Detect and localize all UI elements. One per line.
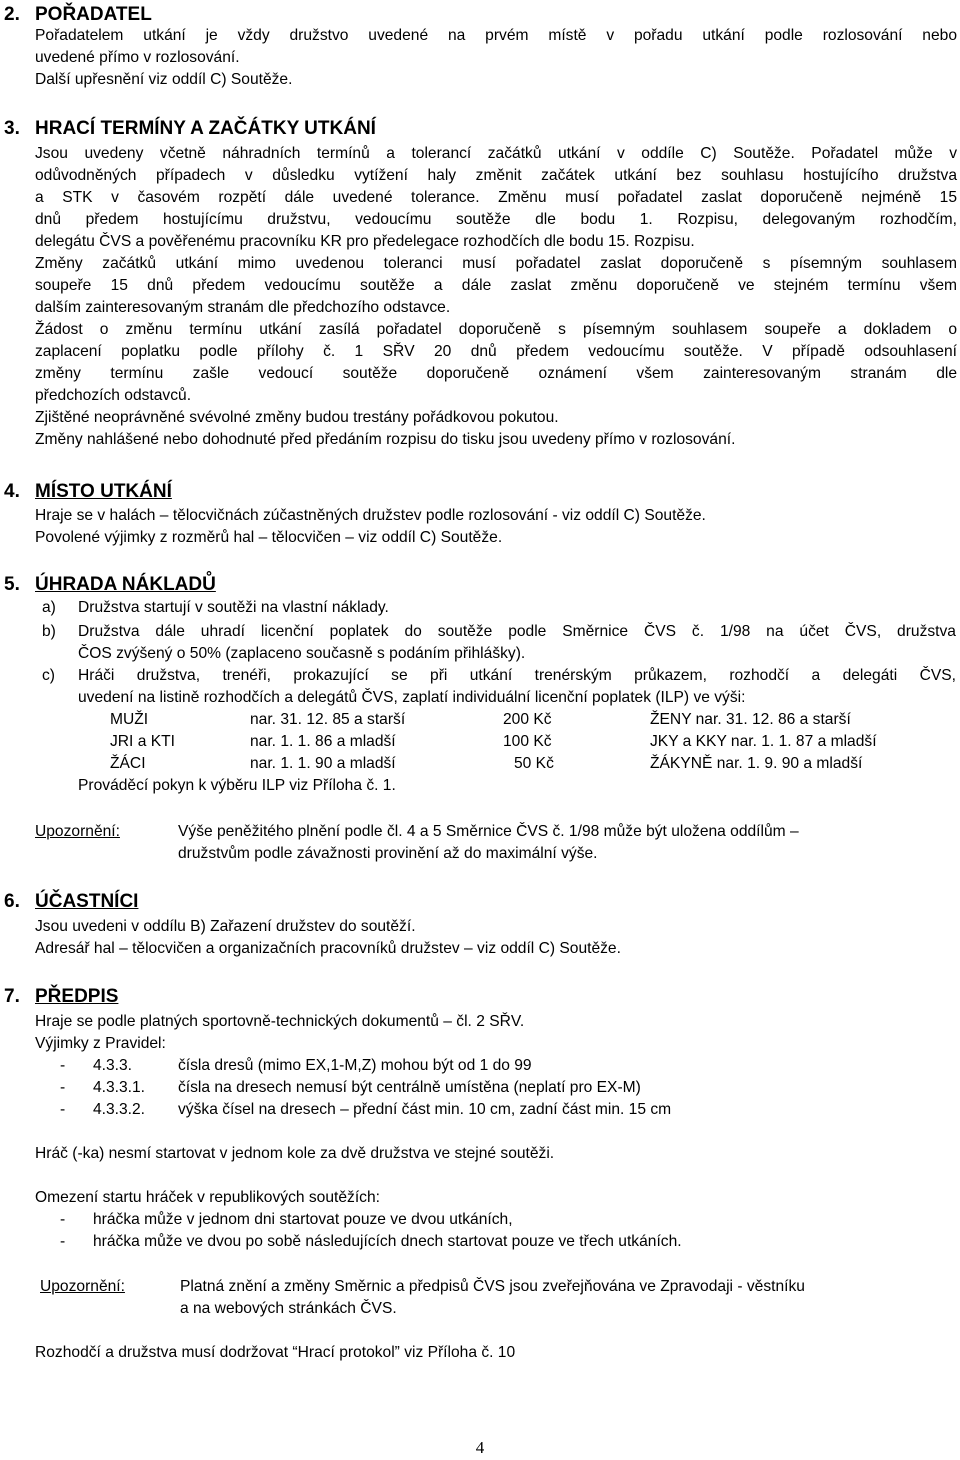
s3-line-2: odůvodněných případech v důsledku vytížení haly změnit začátek utkání bez souhlasu hostujícího družstva (35, 167, 957, 184)
s4-line-2: Povolené výjimky z rozměrů hal – tělocvičen – viz oddíl C) Soutěže. (35, 529, 503, 546)
page-number: 4 (475, 1438, 485, 1457)
warning-line-1: Výše peněžitého plnění podle čl. 4 a 5 Směrnice ČVS č. 1/98 může být uložena oddílům – (178, 823, 799, 840)
s7-line-1: Hraje se podle platných sportovně-technických dokumentů – čl. 2 SŘV. (35, 1013, 525, 1030)
item-a-label: a) (42, 599, 56, 616)
s3-line-4: dnů předem hostujícímu družstvu, vedoucímu soutěže dle bodu 1. Rozpisu, delegovaným rozhodčím, (35, 211, 957, 228)
section-4-title: MÍSTO UTKÁNÍ (35, 481, 172, 502)
section-4-number: 4. (4, 481, 20, 502)
fee-women: JKY a KKY nar. 1. 1. 87 a mladší (650, 733, 877, 750)
s3-line-3: a STK v časovém rozpětí dále uvedené tolerance. Změnu musí pořadatel zaslat doporučeně nejméně 15 (35, 189, 957, 206)
fee-amount: 100 Kč (503, 733, 552, 750)
women-limit-title: Omezení startu hráček v republikových soutěžích: (35, 1189, 380, 1206)
item-b-line-2: ČOS zvýšený o 50% (zaplaceno současně s podáním přihlášky). (78, 645, 526, 662)
s4-line-1: Hraje se v halách – tělocvičnách zúčastněných družstev podle rozlosování - viz oddíl C) Soutěže. (35, 507, 706, 524)
s3-line-6: Změny začátků utkání mimo uvedenou toleranci musí pořadatel zaslat doporučeně s písemným souhlasem (35, 255, 957, 272)
s3-line-1: Jsou uvedeny včetně náhradních termínů a tolerancí začátků utkání v oddíle C) Soutěže. Pořadatel může v (35, 145, 957, 162)
s3-line-11: změny termínu zašle vedoucí soutěže doporučeně oznámení všem zainteresovaným stranám dle (35, 365, 957, 382)
section-6-title: ÚČASTNÍCI (35, 891, 139, 912)
fee-birth: nar. 1. 1. 86 a mladší (250, 733, 396, 750)
section-6-number: 6. (4, 891, 20, 912)
exception-dash: - (60, 1101, 66, 1118)
warning-line-2: a na webových stránkách ČVS. (180, 1300, 397, 1317)
section-3-number: 3. (4, 118, 20, 139)
item-c-label: c) (42, 667, 55, 684)
s6-line-2: Adresář hal – tělocvičen a organizačních pracovníků družstev – viz oddíl C) Soutěže. (35, 940, 621, 957)
fee-category: JRI a KTI (110, 733, 175, 750)
s2-line-1: Pořadatelem utkání je vždy družstvo uvedené na prvém místě v pořadu utkání podle rozlosování nebo (35, 27, 957, 44)
s2-line-3: Další upřesnění viz oddíl C) Soutěže. (35, 71, 293, 88)
fee-birth: nar. 1. 1. 90 a mladší (250, 755, 396, 772)
s2-line-2: uvedené přímo v rozlosování. (35, 49, 240, 66)
warning-label: Upozornění: (40, 1278, 125, 1295)
item-b-label: b) (42, 623, 56, 640)
section-3-title: HRACÍ TERMÍNY A ZAČÁTKY UTKÁNÍ (35, 118, 376, 139)
fee-amount: 50 Kč (514, 755, 554, 772)
exception-dash: - (60, 1079, 66, 1096)
item-a-line-1: Družstva startují v soutěži na vlastní náklady. (78, 599, 389, 616)
s3-line-10: zaplacení poplatku podle přílohy č. 1 SŘV 20 dnů předem vedoucímu soutěže. V případě odsouhlasení (35, 343, 957, 360)
s3-line-9: Žádost o změnu termínu utkání zasílá pořadatel doporučeně s písemným souhlasem soupeře a dokladem o (35, 321, 957, 338)
s3-line-14: Změny nahlášené nebo dohodnuté před předáním rozpisu do tisku jsou uvedeny přímo v rozlosování. (35, 431, 736, 448)
section-2-number: 2. (4, 4, 20, 25)
item-b-line-1: Družstva dále uhradí licenční poplatek do soutěže podle Směrnice ČVS č. 1/98 na účet ČVS, družstva (78, 623, 956, 640)
section-5-number: 5. (4, 574, 20, 595)
player-rule: Hráč (-ka) nesmí startovat v jednom kole za dvě družstva ve stejné soutěži. (35, 1145, 555, 1162)
protocol-rule: Rozhodčí a družstva musí dodržovat “Hrací protokol” viz Příloha č. 10 (35, 1344, 516, 1361)
exception-text: čísla na dresech nemusí být centrálně umístěna (neplatí pro EX-M) (178, 1079, 641, 1096)
fee-category: MUŽI (110, 711, 149, 728)
section-7-number: 7. (4, 986, 20, 1007)
fee-category: ŽÁCI (110, 755, 146, 772)
ilp-guide: Prováděcí pokyn k výběru ILP viz Příloha č. 1. (78, 777, 396, 794)
warning-label: Upozornění: (35, 823, 120, 840)
warning-line-1: Platná znění a změny Směrnic a předpisů ČVS jsou zveřejňována ve Zpravodaji - věstníku (180, 1278, 805, 1295)
s6-line-1: Jsou uvedeni v oddílu B) Zařazení družstev do soutěží. (35, 918, 416, 935)
item-c-line-2: uvedení na listině rozhodčích a delegátů ČVS, zaplatí individuální licenční poplatek (ILP) ve výši: (78, 689, 746, 706)
fee-birth: nar. 31. 12. 85 a starší (250, 711, 406, 728)
women-limit-dash: - (60, 1211, 66, 1228)
s3-line-5: delegátu ČVS a pověřenému pracovníku KR pro předelegace rozhodčích dle bodu 15. Rozpisu. (35, 233, 695, 250)
section-2-title: POŘADATEL (35, 4, 152, 25)
fee-women: ŽENY nar. 31. 12. 86 a starší (650, 711, 851, 728)
women-limit-item: hráčka může v jednom dni startovat pouze ve dvou utkáních, (93, 1211, 513, 1228)
exception-text: výška čísel na dresech – přední část min. 10 cm, zadní část min. 15 cm (178, 1101, 672, 1118)
s3-line-13: Zjištěné neoprávněné svévolné změny budou trestány pořádkovou pokutou. (35, 409, 559, 426)
section-5-title: ÚHRADA NÁKLADŮ (35, 574, 216, 595)
section-7-title: PŘEDPIS (35, 986, 119, 1007)
fee-amount: 200 Kč (503, 711, 552, 728)
exception-code: 4.3.3. (93, 1057, 133, 1074)
women-limit-item: hráčka může ve dvou po sobě následujících dnech startovat pouze ve třech utkáních. (93, 1233, 682, 1250)
exception-dash: - (60, 1057, 66, 1074)
exception-text: čísla dresů (mimo EX,1-M,Z) mohou být od 1 do 99 (178, 1057, 532, 1074)
s3-line-12: předchozích odstavců. (35, 387, 192, 404)
fee-women: ŽÁKYNĚ nar. 1. 9. 90 a mladší (650, 755, 863, 772)
exception-code: 4.3.3.2. (93, 1101, 146, 1118)
s7-line-2: Výjimky z Pravidel: (35, 1035, 166, 1052)
item-c-line-1: Hráči družstva, trenéři, prokazující se při utkání trenérským průkazem, rozhodčí a delegáti ČVS, (78, 667, 956, 684)
women-limit-dash: - (60, 1233, 66, 1250)
s3-line-7: soupeře 15 dnů předem vedoucímu soutěže a dále zaslat změnu doporučeně ve stejném termínu všem (35, 277, 957, 294)
s3-line-8: dalším zainteresovaným stranám dle předchozího odstavce. (35, 299, 451, 316)
warning-line-2: družstvům podle závažnosti provinění až do maximální výše. (178, 845, 598, 862)
exception-code: 4.3.3.1. (93, 1079, 146, 1096)
